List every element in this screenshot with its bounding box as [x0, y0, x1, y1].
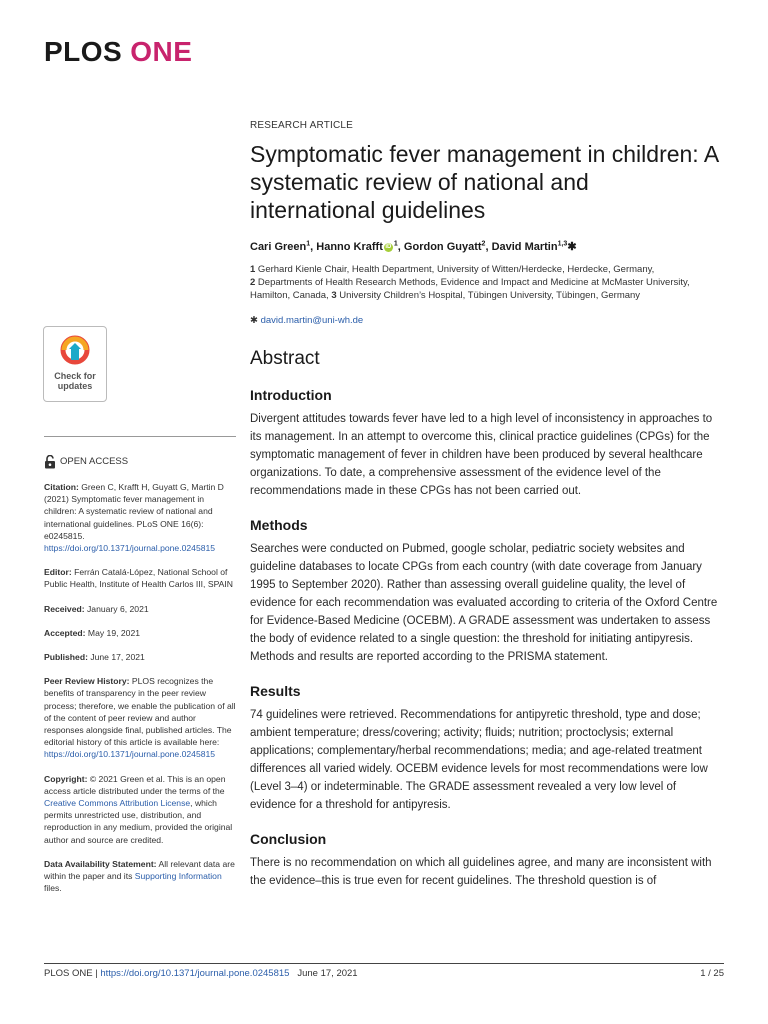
- peer-review-history: [44, 675, 236, 760]
- received-date: [44, 603, 236, 615]
- affil-text: Gerhard Kienle Chair, Health Department, University of Witten/Herdecke, Herdecke, Germany,: [255, 264, 655, 275]
- review-label: Peer Review History:: [44, 676, 130, 687]
- abstract-heading: Abstract: [250, 348, 320, 369]
- sidebar: [44, 455, 236, 894]
- copyright: [44, 773, 236, 846]
- copyright-text-2: , which permits unrestricted use, distribution, and reproduction in any medium, provided the original author and source are credited.: [44, 798, 233, 845]
- author-sep: ,: [310, 241, 317, 253]
- published-date: [44, 651, 236, 663]
- check-updates-icon: [60, 335, 90, 365]
- received-label: Received:: [44, 603, 85, 614]
- author-4[interactable]: [492, 241, 577, 253]
- article-title: Symptomatic fever management in children: A systematic review of national and international guidelines: [250, 141, 718, 223]
- author-name: Gordon Guyatt: [403, 241, 482, 253]
- email-link[interactable]: david.martin@uni-wh.de: [260, 315, 364, 326]
- footer-doi-link[interactable]: https://doi.org/10.1371/journal.pone.0245815: [100, 968, 290, 979]
- editor-label: Editor:: [44, 567, 72, 578]
- author-name: Hanno Krafft: [316, 241, 383, 253]
- author-2[interactable]: [316, 241, 398, 253]
- section-text-results: 74 guidelines were retrieved. Recommendations for antipyretic threshold, type and dose; ambient temperature; dress/covering; activity; fluids; nutrition; proctoclysis; external applications; complementary/herbal recommendations; media; and age-related treatment differences all varied widely. OCEBM evidence levels for most recommendations were low (Level 3–4) or indeterminable. The GRADE assessment revealed a very low level of evidence for a threshold for antipyresis.: [250, 709, 708, 811]
- section-heading-methods: Methods: [250, 517, 308, 533]
- data-availability: [44, 858, 236, 895]
- license-link[interactable]: Creative Commons Attribution License: [44, 798, 191, 809]
- affil-num: 2: [250, 277, 256, 288]
- page-footer: [44, 968, 724, 979]
- affil-text: Departments of Health Research Methods, Evidence and Impact and Medicine at McMaster University, Hamilton, Canada,: [250, 277, 690, 301]
- author-name: Cari Green: [250, 241, 307, 253]
- citation-label: Citation:: [44, 482, 79, 492]
- affil-num: 1: [250, 264, 256, 275]
- sidebar-divider: [44, 436, 236, 437]
- citation-doi-link[interactable]: https://doi.org/10.1371/journal.pone.0245815: [44, 543, 216, 554]
- citation: [44, 481, 236, 554]
- footer-divider: [44, 963, 724, 964]
- author-name: David Martin: [491, 241, 558, 253]
- copyright-text: © 2021 Green et al. This is an open access article distributed under the terms of the: [44, 773, 226, 796]
- article-type: RESEARCH ARTICLE: [250, 120, 354, 131]
- affiliations: [250, 263, 720, 302]
- check-updates-line1: Check for: [54, 371, 96, 381]
- page-number: 1 / 25: [700, 968, 724, 979]
- review-text: PLOS recognizes the benefits of transparency in the peer review process; therefore, we enable the publication of all of the content of peer review and author responses alongside final, published articles. The editorial history of this article is available here:: [44, 676, 236, 748]
- section-heading-results: Results: [250, 683, 301, 699]
- footer-date: June 17, 2021: [289, 968, 358, 979]
- affil-text: University Children’s Hospital, Tübingen University, Tübingen, Germany: [336, 290, 641, 301]
- author-affil-sup: 1: [306, 240, 311, 248]
- supporting-info-link[interactable]: Supporting Information: [134, 871, 222, 882]
- copyright-label: Copyright:: [44, 773, 88, 784]
- author-list: [250, 240, 720, 253]
- article-main: [250, 120, 720, 890]
- check-updates-label: [44, 371, 106, 391]
- open-access-text: OPEN ACCESS: [60, 455, 129, 467]
- author-1[interactable]: [250, 241, 310, 253]
- editor-text: Ferrán Catalá-López, National School of Public Health, Institute of Health Carlos III, SPAIN: [44, 567, 233, 590]
- journal-logo-one: ONE: [130, 36, 193, 67]
- published-label: Published:: [44, 652, 88, 663]
- author-affil-sup: 1: [393, 240, 398, 248]
- author-sep: ,: [397, 241, 404, 253]
- citation-text: Green C, Krafft H, Guyatt G, Martin D (2021) Symptomatic fever management in children: A systematic review of national and international guidelines. PLoS ONE 16(6): e0245815.: [44, 482, 224, 541]
- published-text: June 17, 2021: [87, 652, 145, 663]
- open-lock-icon: [44, 455, 56, 469]
- accepted-label: Accepted:: [44, 627, 86, 638]
- open-access-label: [44, 455, 236, 469]
- data-text-2: files.: [44, 883, 62, 894]
- author-affil-sup: 1,3: [557, 240, 568, 248]
- section-heading-conclusion: Conclusion: [250, 831, 327, 847]
- section-text-methods: Searches were conducted on Pubmed, google scholar, pediatric society websites and guideline databases to locate CPGs from each country (with date coverage from January 1995 to September 2020). Rather than assessing overall guideline quality, the level of evidence for each recommendation was evaluated according to criteria of the Oxford Centre for Evidence-Based Medicine (OCEBM). A GRADE assessment was undertaken to assess the body of evidence related to a single question: the threshold for initiating antipyresis. Methods and results are reported according to the PRISMA statement.: [250, 543, 718, 663]
- section-text-conclusion: There is no recommendation on which all guidelines agree, and many are inconsistent with the evidence–this is true even for recent guidelines. The threshold question is of: [250, 857, 712, 887]
- footer-journal: PLOS ONE |: [44, 968, 101, 979]
- section-heading-introduction: Introduction: [250, 387, 332, 403]
- corresponding-email: [250, 315, 720, 326]
- author-affil-sup: 2: [481, 240, 486, 248]
- accepted-date: [44, 627, 236, 639]
- check-updates-line2: updates: [57, 381, 93, 391]
- affil-num: 3: [331, 290, 337, 301]
- editor: [44, 566, 236, 590]
- journal-logo[interactable]: [44, 36, 192, 68]
- received-text: January 6, 2021: [84, 603, 149, 614]
- journal-logo-plos: PLOS: [44, 36, 123, 67]
- section-text-introduction: Divergent attitudes towards fever have led to a high level of inconsistency in approaches to its management. In an attempt to overcome this, clinical practice guidelines (CPGs) for the symptomatic management of fever in children have been produced by several healthcare organizations. To date, a comprehensive assessment of the evidence level of the recommendations made in these CPGs has not been carried out.: [250, 413, 713, 497]
- orcid-icon[interactable]: iD: [385, 243, 392, 250]
- check-for-updates-badge[interactable]: [43, 326, 107, 402]
- corresponding-star: ✱: [250, 315, 258, 326]
- data-text: All relevant data are within the paper and its: [44, 858, 235, 882]
- author-3[interactable]: [404, 241, 486, 253]
- author-sep: ,: [485, 241, 492, 253]
- corresponding-star: ✱: [567, 241, 577, 253]
- accepted-text: May 19, 2021: [85, 627, 141, 638]
- data-label: Data Availability Statement:: [44, 858, 157, 869]
- review-link[interactable]: https://doi.org/10.1371/journal.pone.0245815: [44, 749, 216, 760]
